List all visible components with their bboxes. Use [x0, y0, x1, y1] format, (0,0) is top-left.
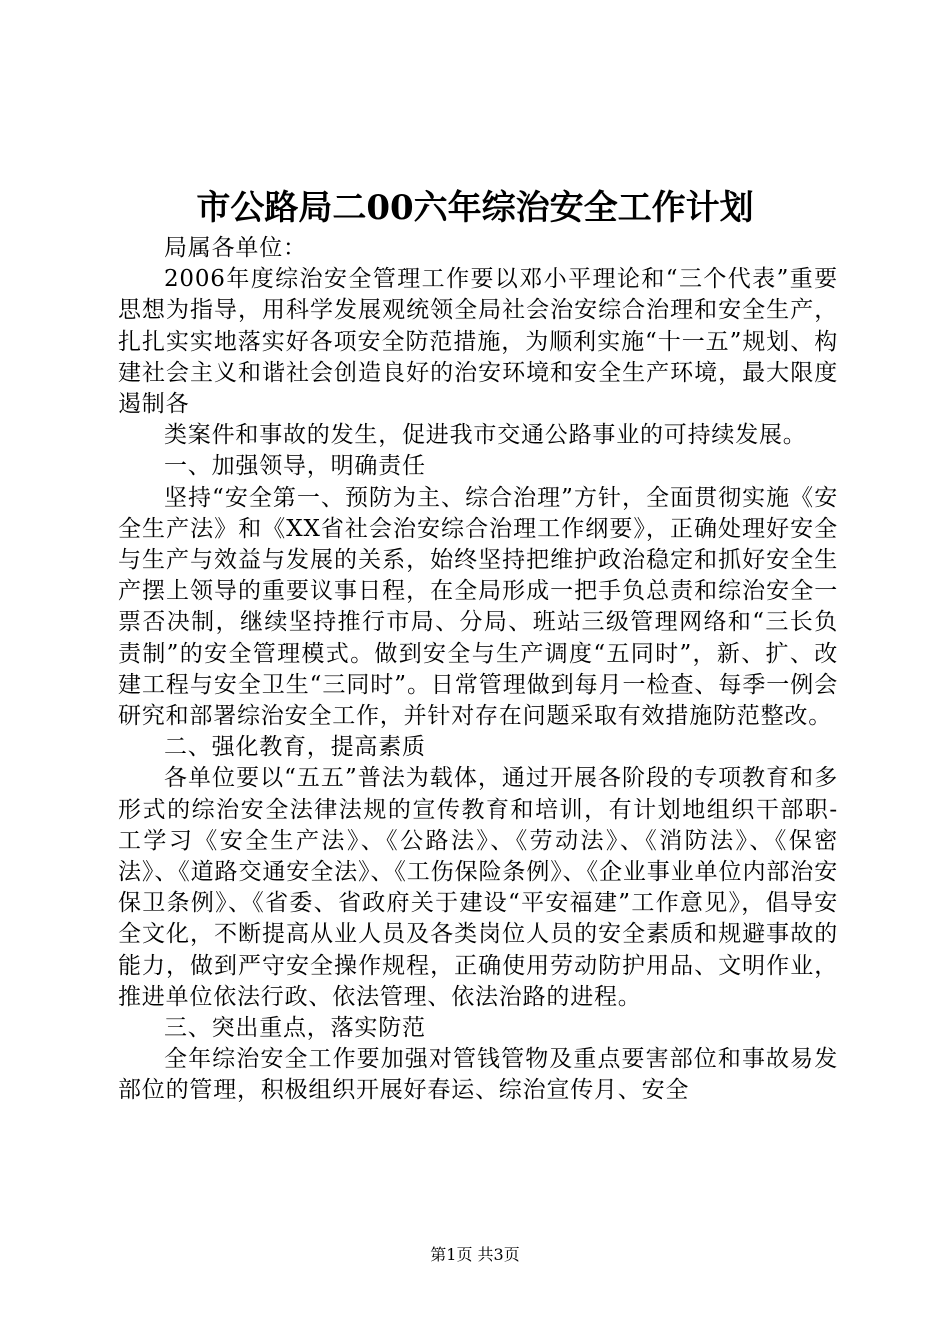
document-title: 市公路局二00六年综治安全工作计划	[196, 188, 754, 228]
document-body	[118, 233, 838, 1107]
section-2-paragraph: 各单位要以“五五”普法为载体，通过开展各阶段的专项教育和多形式的综治安全法律法规的宣传教育和培训，有计划地组织干部职-工学习《安全生产法》、《公路法》、《劳动法》、《消防法》、《保密法》、《道路交通安全法》、《工伤保险条例》、《企业事业单位内部治安保卫条例》、《省委、省政府关于建设“平安福建”工作意见》，倡导安全文化，不断提高从业人员及各类岗位人员的安全素质和规避事故的能力，做到严守安全操作规程，正确使用劳动防护用品、文明作业，推进单位依法行政、依法管理、依法治路的进程。	[118, 765, 838, 1010]
page-footer: 第1页 共3页	[430, 1245, 520, 1264]
salutation: 局属各单位：	[164, 235, 307, 261]
intro-paragraph-continued: 类案件和事故的发生，促进我市交通公路事业的可持续发展。	[164, 422, 807, 449]
section-heading-1: 一、加强领导，明确责任	[164, 453, 426, 480]
section-1-paragraph: 坚持“安全第一、预防为主、综合治理”方针，全面贯彻实施《安全生产法》和《XX省社会治安综合治理工作纲要》，正确处理好安全与生产与效益与发展的关系，始终坚持把维护政治稳定和抓好安全生产摆上领导的重要议事日程，在全局形成一把手负总责和综治安全一票否决制，继续坚持推行市局、分局、班站三级管理网络和“三长负责制”的安全管理模式。做到安全与生产调度“五同时”，新、扩、改建工程与安全卫生“三同时”。日常管理做到每月一检查、每季一例会研究和部署综治安全工作，并针对存在问题采取有效措施防范整改。	[118, 484, 838, 730]
section-heading-2: 二、强化教育，提高素质	[164, 734, 426, 761]
section-3-paragraph: 全年综治安全工作要加强对管钱管物及重点要害部位和事故易发部位的管理，积极组织开展好春运、综治宣传月、安全	[118, 1046, 838, 1104]
section-heading-3: 三、突出重点，落实防范	[164, 1015, 426, 1042]
intro-paragraph: 2006年度综治安全管理工作要以邓小平理论和“三个代表”重要思想为指导，用科学发展观统领全局社会治安综合治理和安全生产，扎扎实实地落实好各项安全防范措施，为顺利实施“十一五”规划、构建社会主义和谐社会创造良好的治安环境和安全生产环境，最大限度遏制各	[118, 266, 838, 418]
